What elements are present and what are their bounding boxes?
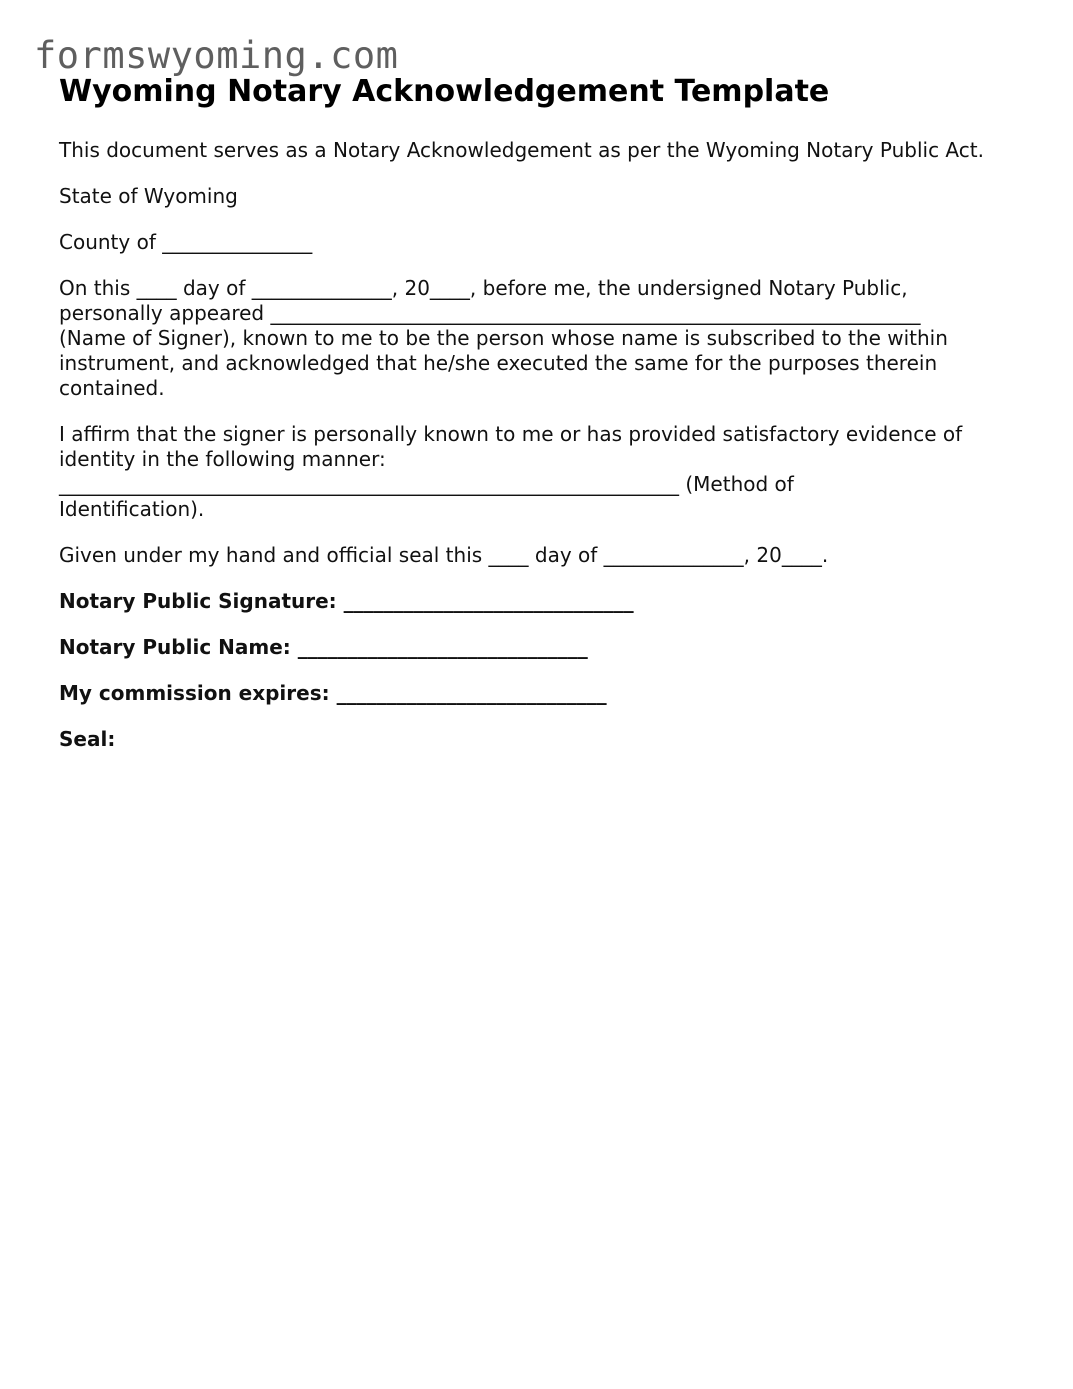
identification-label: Identification).: [59, 497, 205, 521]
seal-label: Seal:: [59, 727, 116, 751]
county-line: County of _______________: [59, 230, 313, 254]
signer-name-line: personally appeared _________________________________________________________________: [59, 301, 921, 325]
document-title: Wyoming Notary Acknowledgement Template: [59, 74, 830, 109]
acknowledgement-date-line: On this ____ day of ______________, 20____, before me, the undersigned Notary Public,: [59, 276, 908, 300]
notary-signature-line: Notary Public Signature: _____________________________: [59, 589, 634, 613]
identification-method-line: ______________________________________________________________ (Method of: [59, 472, 794, 496]
affirmation-statement: I affirm that the signer is personally known to me or has provided satisfactory evidence of identity in the following manner:: [59, 422, 963, 471]
acknowledgement-paragraph: [59, 276, 1019, 401]
intro-paragraph: This document serves as a Notary Acknowledgement as per the Wyoming Notary Public Act.: [59, 138, 984, 162]
notary-name-line: Notary Public Name: _____________________________: [59, 635, 588, 659]
state-line: State of Wyoming: [59, 184, 238, 208]
commission-expires-line: My commission expires: ___________________________: [59, 681, 607, 705]
affirmation-paragraph: [59, 422, 1019, 522]
given-under-hand-line: Given under my hand and official seal this ____ day of ______________, 20____.: [59, 543, 829, 567]
acknowledgement-statement: (Name of Signer), known to me to be the person whose name is subscribed to the within instrument, and acknowledged that he/she executed the same for the purposes therein contained.: [59, 326, 948, 400]
site-watermark: formswyoming.com: [34, 34, 399, 77]
document-body: [59, 72, 1019, 752]
